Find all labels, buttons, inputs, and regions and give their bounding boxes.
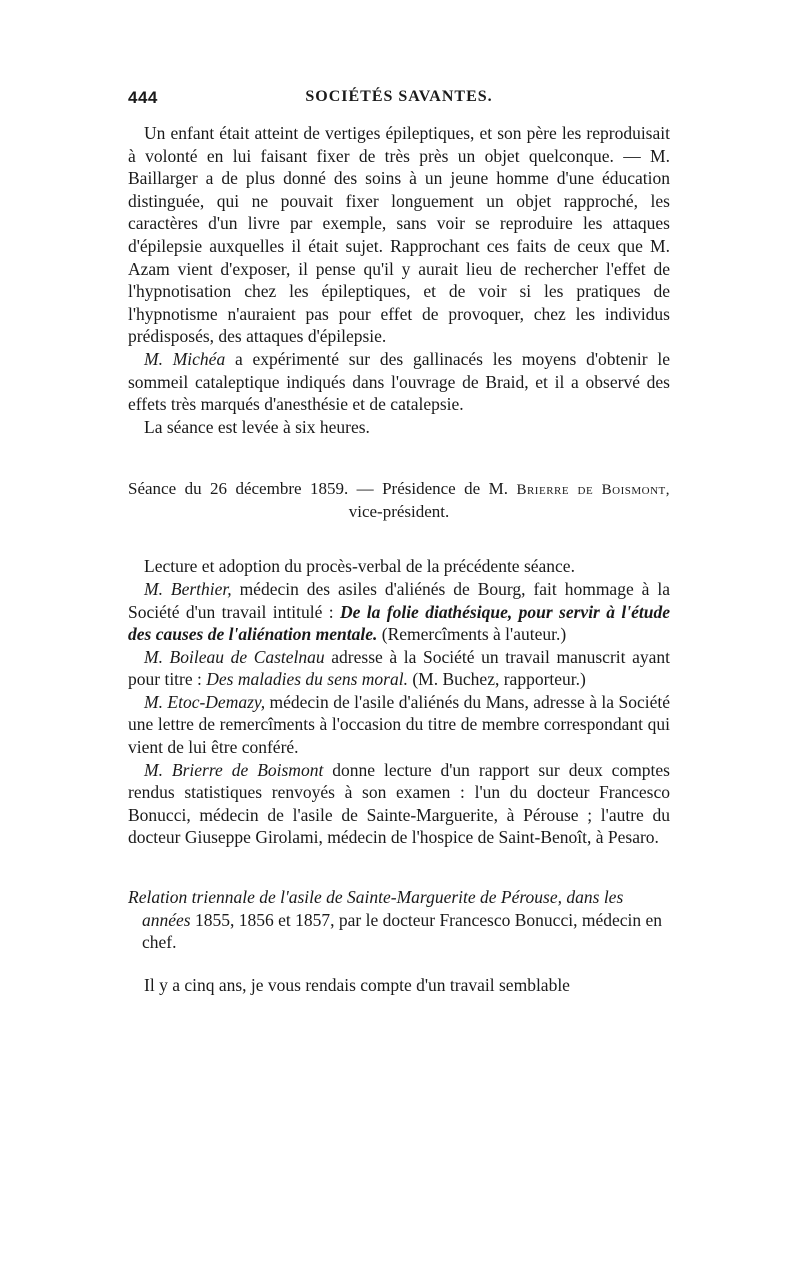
president-role: vice-président. xyxy=(348,502,450,522)
paragraph-adjourn: La séance est levée à six heures. xyxy=(144,416,370,437)
page-number: 444 xyxy=(128,88,158,107)
paragraph-michea: M. Michéa a expérimenté sur des gallinacés les moyens d'obtenir le sommeil cataleptique indiqués dans l'ouvrage de Braid, et il a observé des effets très marqués d'anesthésie et de catalepsie. xyxy=(128,348,670,415)
paragraph-report-start: Il y a cinq ans, je vous rendais compte d'un travail semblable xyxy=(144,974,570,995)
session-heading: Séance du 26 décembre 1859. — Présidence de M. Brierre de Boismont, vice-président. xyxy=(128,479,670,522)
paragraph-minutes: Lecture et adoption du procès-verbal de la précédente séance. xyxy=(144,556,575,577)
paragraph-berthier: M. Berthier, médecin des asiles d'aliénés de Bourg, fait hommage à la Société d'un travail intitulé : De la folie diathésique, pour servir à l'étude des causes de l'aliénation mentale. (Remercîments à l'auteur.) xyxy=(128,578,670,645)
speaker-name: M. Etoc-Demazy, xyxy=(144,691,266,712)
president-name: Brierre de Boismont, xyxy=(516,482,670,499)
paragraph-baillarger: Un enfant était atteint de vertiges épileptiques, et son père les reproduisait à volonté en lui faisant fixer de très près un objet quelconque. — M. Baillarger a de plus donné des soins à un jeune homme d'une éducation distinguée, qui ne pouvait fixer longuement un objet rapproché, les caractères d'un livre par exemple, sans voir se reproduire les attaques d'épilepsie auxquelles il était sujet. Rapprochant ces faits de ceux que M. Azam vient d'exposer, il pense qu'il y aurait lieu de rechercher l'effet de l'hypnotisation chez les épileptiques, et de voir si les pratiques de l'hypnotisme n'auraient pas pour effet de provoquer, chez les individus prédisposés, des attaques d'épilepsie. xyxy=(128,123,670,347)
book-page xyxy=(128,88,670,996)
speaker-name: M. Michéa xyxy=(144,348,226,369)
proceedings-block-3 xyxy=(128,974,670,997)
speaker-name: M. Berthier, xyxy=(144,578,232,599)
speaker-name: M. Brierre de Boismont xyxy=(144,759,324,780)
running-head xyxy=(128,88,670,118)
paragraph-etoc-demazy: M. Etoc-Demazy, médecin de l'asile d'aliénés du Mans, adresse à la Société une lettre de remercîments à l'occasion du titre de membre correspondant qui vient de lui être conféré. xyxy=(128,691,670,758)
report-heading: Relation triennale de l'asile de Sainte-Marguerite de Pérouse, dans les années 1855, 1856 et 1857, par le docteur Francesco Bonucci, médecin en chef. xyxy=(128,887,663,953)
section-title: SOCIÉTÉS SAVANTES. xyxy=(305,88,493,105)
work-title: De la folie diathésique, pour servir à l'étude des causes de l'aliénation mentale. xyxy=(128,601,670,645)
work-title: Des maladies du sens moral. xyxy=(206,669,408,690)
paragraph-brierre: M. Brierre de Boismont donne lecture d'un rapport sur deux comptes rendus statistiques renvoyés à son examen : l'un du docteur Francesco Bonucci, médecin de l'asile de Sainte-Marguerite, à Pérouse ; l'autre du docteur Giuseppe Girolami, médecin de l'hospice de Saint-Benoît, à Pesaro. xyxy=(128,759,670,848)
paragraph-boileau: M. Boileau de Castelnau adresse à la Société un travail manuscrit ayant pour titre : Des maladies du sens moral. (M. Buchez, rapporteur.) xyxy=(128,646,670,690)
proceedings-block-2 xyxy=(128,555,670,849)
proceedings-block-1 xyxy=(128,122,670,438)
speaker-name: M. Boileau de Castelnau xyxy=(144,646,325,667)
